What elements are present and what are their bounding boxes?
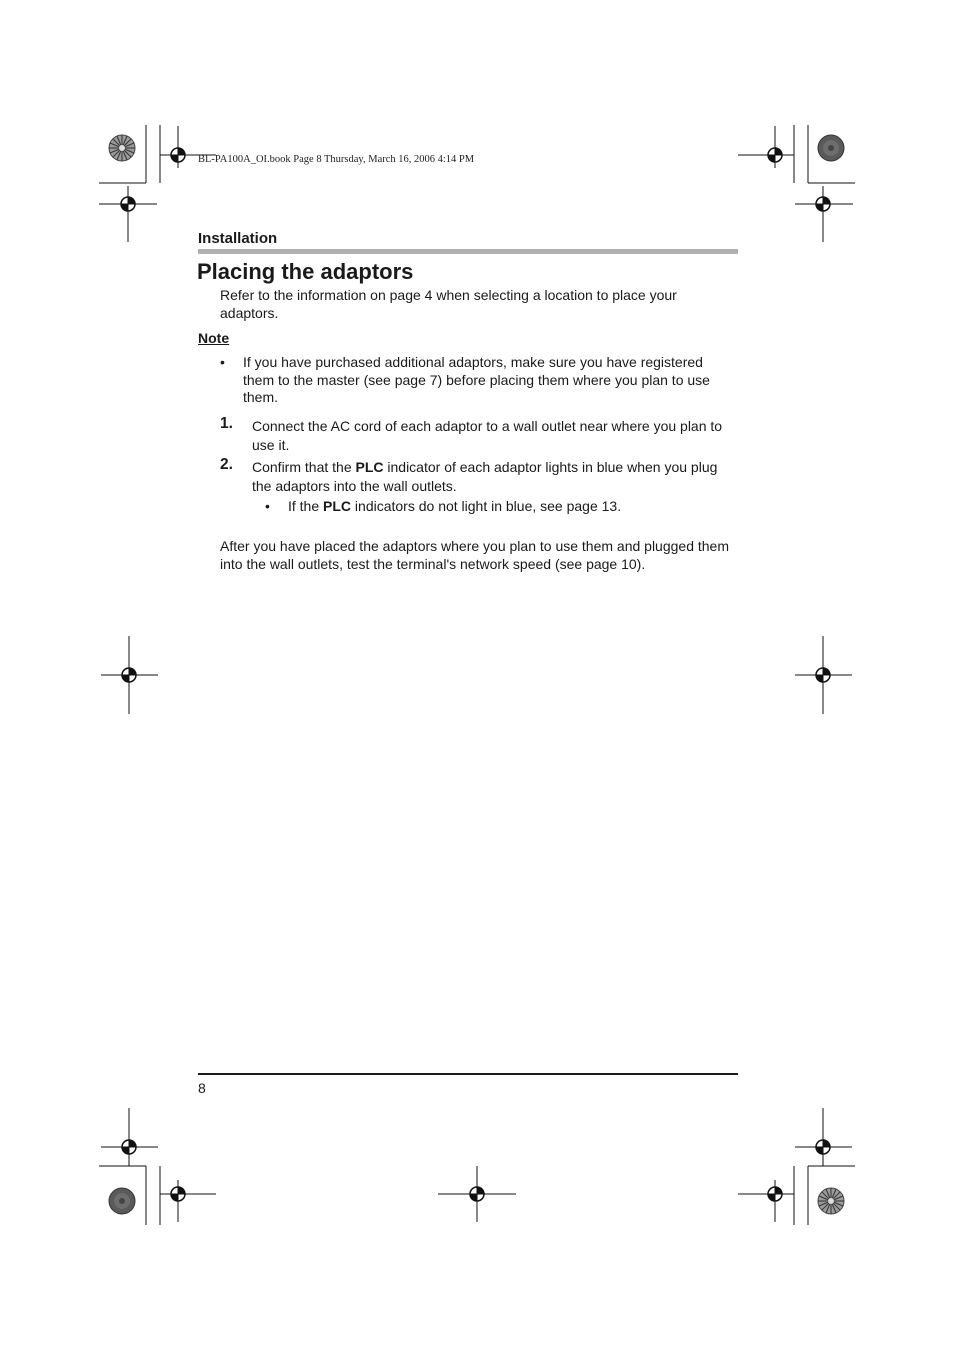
page-title: Placing the adaptors — [197, 259, 414, 284]
step-number: 2. — [220, 456, 233, 473]
step-text-start: Confirm that the — [252, 459, 356, 475]
step-text: Connect the AC cord of each adaptor to a wall outlet near where you plan to use it. — [252, 418, 723, 453]
step-text-end: indicator of each adaptor lights in blue when you plug the adaptors into the wall outlets. — [252, 459, 718, 494]
bullet-marker: • — [265, 498, 270, 514]
intro-paragraph: Refer to the information on page 4 when selecting a location to place your adaptors. — [220, 287, 677, 321]
print-info-slug: BL-PA100A_OI.book Page 8 Thursday, March 16, 2006 4:14 PM — [198, 154, 475, 165]
sub-bullet-text-start: If the — [288, 498, 324, 514]
note-label: Note — [198, 330, 230, 346]
note-text: If you have purchased additional adaptors, make sure you have registered them to the master (see page 7) before placing them where you plan to use them. — [243, 354, 710, 405]
page-number: 8 — [198, 1080, 206, 1096]
closing-paragraph: After you have placed the adaptors where you plan to use them and plugged them into the wall outlets, test the terminal's network speed (see page 10). — [220, 538, 730, 572]
sub-bullet-text — [288, 498, 621, 516]
sub-bullet-text-end: indicators do not light in blue, see page 13. — [351, 498, 622, 514]
plc-indicator-label: PLC — [355, 459, 384, 475]
section-divider — [198, 249, 738, 254]
step-text — [252, 458, 740, 496]
footer-divider — [198, 1073, 738, 1075]
step-number: 1. — [220, 415, 233, 432]
plc-indicator-label: PLC — [323, 498, 352, 514]
bullet-marker: • — [220, 354, 225, 370]
section-label: Installation — [198, 230, 278, 247]
